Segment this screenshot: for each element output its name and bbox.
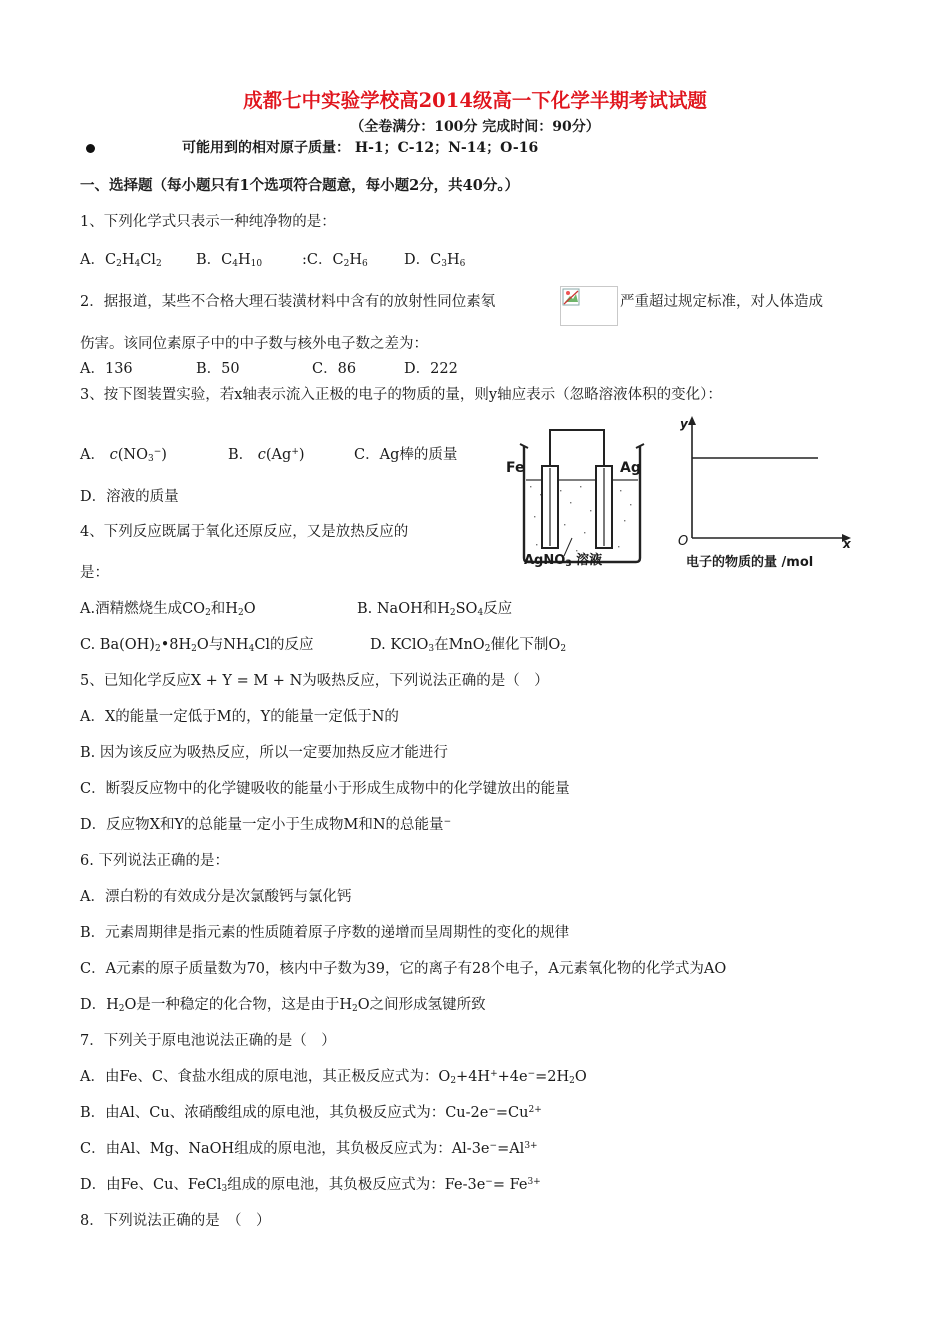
q4-option-c: C. $Ba(OH)_2•8H_2O$与$NH_4Cl$的反应 <box>80 637 314 654</box>
q6-option-d: D．$H_2O$是一种稳定的化合物，这是由于$H_2O$之间形成氢键所致 <box>80 997 486 1014</box>
q5-option-d: D．反应物X和Y的总能量一定小于生成物M和N的总能量− <box>80 817 452 833</box>
broken-image-icon <box>560 286 618 326</box>
q6-option-c: C．A元素的原子质量数为70，核内中子数为39，它的离子有28个电子，A元素氧化物的化学式为AO <box>80 961 727 977</box>
q7-option-b: B．由Al、Cu、浓硝酸组成的原电池，其负极反应式为：$Cu-2e^-=Cu^{2+}$ <box>80 1105 542 1121</box>
q4-option-a: A.酒精燃烧生成$CO_2$和$H_2O$ <box>80 601 256 618</box>
question-6-stem: 6. 下列说法正确的是： <box>80 853 229 869</box>
q7-option-c: C．由Al、Mg、NaOH组成的原电池，其负极反应式为：$Al-3e^-=Al^{3+}$ <box>80 1141 538 1157</box>
q2-option-a: A．136 <box>80 361 133 377</box>
q1-option-a: A．$C_2H_4Cl_2$ <box>80 252 162 269</box>
q2-option-c: C．86 <box>312 361 357 377</box>
question-2-stem-line2: 伤害。该同位素原子中的中子数与核外电子数之差为： <box>80 336 428 352</box>
exam-info: （全卷满分：100分 完成时间：90分） <box>350 119 600 135</box>
bullet-icon <box>86 144 95 153</box>
q1-option-b: B．$C_4H_{10}$ <box>196 252 263 269</box>
page-title: 成都七中实验学校高2014级高一下化学半期考试试题 <box>243 89 707 112</box>
q3-option-c: C．Ag棒的质量 <box>354 447 458 463</box>
question-2-stem: 2．据报道，某些不合格大理石装潢材料中含有的放射性同位素氡 <box>80 294 496 310</box>
q4-option-b: B. NaOH和$H_2SO_4$反应 <box>357 601 513 618</box>
q2-option-b: B．50 <box>196 361 240 377</box>
question-8-stem: 8．下列说法正确的是 （ ） <box>80 1213 271 1229</box>
solution-label: AgNO$_3$ 溶液 <box>524 553 603 569</box>
q4-option-d: D. KClO$_3$在MnO$_2$催化下制$O_2$ <box>370 637 567 654</box>
y-vs-electrons-graph <box>676 412 856 552</box>
q3-option-d: D．溶液的质量 <box>80 489 179 505</box>
graph-x-caption: 电子的物质的量 /mol <box>686 555 814 570</box>
q6-option-a: A．漂白粉的有效成分是次氯酸钙与氯化钙 <box>80 889 352 905</box>
question-4-stem-cont: 是： <box>80 565 109 581</box>
q3-option-b: B． c(Ag+) <box>228 447 305 463</box>
q1-option-c: :C．$C_2H_6$ <box>302 252 368 269</box>
q7-option-a: A．由Fe、C、食盐水组成的原电池，其正极反应式为：$O_2+4H^++4e^-=2H_2O$ <box>80 1069 587 1086</box>
graph-x-label: x <box>843 537 851 551</box>
q5-option-b: B. 因为该反应为吸热反应，所以一定要加热反应才能进行 <box>80 745 448 761</box>
atomic-masses: 可能用到的相对原子质量： H-1；C-12；N-14；O-16 <box>182 140 539 156</box>
question-1-stem: 1、下列化学式只表示一种纯净物的是： <box>80 214 336 230</box>
question-7-stem: 7．下列关于原电池说法正确的是（ ） <box>80 1033 336 1049</box>
q2-option-d: D．222 <box>404 361 458 377</box>
graph-y-label: y <box>680 417 688 431</box>
question-2-stem-cont: 严重超过规定标准，对人体造成 <box>620 294 823 310</box>
q5-option-a: A．X的能量一定低于M的，Y的能量一定低于N的 <box>80 709 399 725</box>
q7-option-d: D．由Fe、Cu、FeCl$_3$组成的原电池，其负极反应式为：$Fe-3e^-= Fe^{3+}$ <box>80 1177 541 1194</box>
question-4-stem: 4、下列反应既属于氧化还原反应，又是放热反应的 <box>80 524 409 540</box>
q1-option-d: D．$C_3H_6$ <box>404 252 466 269</box>
q3-option-a: A． $c(NO_3^-)$ <box>80 447 167 464</box>
graph-origin-label: O <box>678 534 689 549</box>
question-5-stem: 5、已知化学反应X + Y = M + N为吸热反应，下列说法正确的是（ ） <box>80 673 549 689</box>
q6-option-b: B．元素周期律是指元素的性质随着原子序数的递增而呈周期性的变化的规律 <box>80 925 570 941</box>
fe-electrode-label: Fe <box>506 460 525 476</box>
y-axis-arrow <box>688 416 696 425</box>
ag-electrode-label: Ag <box>620 460 641 476</box>
q5-option-c: C．断裂反应物中的化学键吸收的能量小于形成生成物中的化学键放出的能量 <box>80 781 570 797</box>
question-3-stem: 3、按下图装置实验，若x轴表示流入正极的电子的物质的量，则y轴应表示（忽略溶液体积的变化）： <box>80 387 722 403</box>
section-heading: 一、选择题（每小题只有1个选项符合题意，每小题2分，共40分。） <box>80 177 520 194</box>
